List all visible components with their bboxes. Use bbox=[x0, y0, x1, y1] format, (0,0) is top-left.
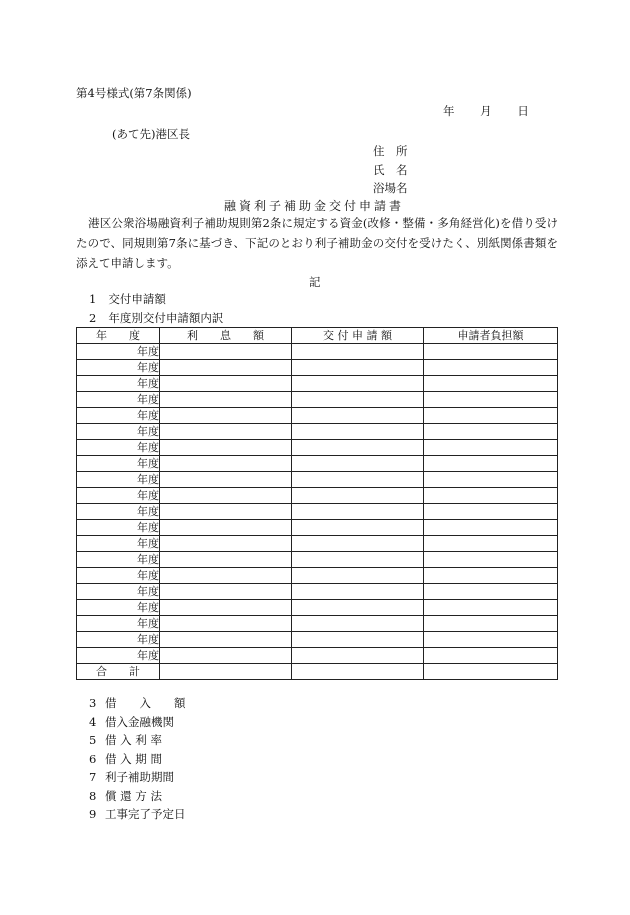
applicant-burden-cell[interactable] bbox=[424, 648, 558, 664]
application-amount-cell[interactable] bbox=[292, 568, 424, 584]
interest-amount-cell[interactable] bbox=[160, 568, 292, 584]
application-amount-cell[interactable] bbox=[292, 456, 424, 472]
document-title: 融資利子補助金交付申請書 bbox=[224, 199, 405, 213]
date-year: 年 bbox=[443, 104, 455, 118]
applicant-burden-cell[interactable] bbox=[424, 424, 558, 440]
fiscal-year-cell: 年度 bbox=[77, 440, 160, 456]
ki-label: 記 bbox=[309, 275, 321, 289]
interest-amount-cell[interactable] bbox=[160, 520, 292, 536]
applicant-burden-cell[interactable] bbox=[424, 616, 558, 632]
table-row bbox=[77, 552, 558, 568]
fiscal-year-cell: 年度 bbox=[77, 600, 160, 616]
interest-amount-cell[interactable] bbox=[160, 344, 292, 360]
application-amount-cell[interactable] bbox=[292, 472, 424, 488]
header-interest-amount: 利 息 額 bbox=[160, 328, 292, 344]
applicant-burden-cell[interactable] bbox=[424, 392, 558, 408]
item-number: 7 bbox=[89, 770, 97, 784]
fiscal-year-cell: 年度 bbox=[77, 568, 160, 584]
applicant-burden-cell[interactable] bbox=[424, 488, 558, 504]
item-number: 6 bbox=[89, 751, 97, 766]
item-label: 借 入 額 bbox=[105, 696, 186, 710]
list-item bbox=[89, 731, 186, 750]
field-bathhouse: 浴場名 bbox=[373, 181, 408, 195]
section-2-number: 2 bbox=[89, 311, 97, 325]
application-amount-cell[interactable] bbox=[292, 424, 424, 440]
fiscal-year-cell: 年度 bbox=[77, 536, 160, 552]
fiscal-year-cell: 年度 bbox=[77, 552, 160, 568]
total-row bbox=[77, 664, 558, 680]
item-number: 8 bbox=[89, 788, 97, 803]
total-label: 合 計 bbox=[77, 664, 160, 680]
interest-amount-cell[interactable] bbox=[160, 616, 292, 632]
interest-amount-cell[interactable] bbox=[160, 472, 292, 488]
date-month: 月 bbox=[480, 104, 492, 118]
section-1-label: 交付申請額 bbox=[108, 292, 166, 306]
field-address: 住 所 bbox=[373, 144, 408, 158]
interest-amount-cell[interactable] bbox=[160, 376, 292, 392]
table-row bbox=[77, 504, 558, 520]
fiscal-year-cell: 年度 bbox=[77, 344, 160, 360]
header-applicant-burden: 申請者負担額 bbox=[424, 328, 558, 344]
applicant-burden-cell[interactable] bbox=[424, 344, 558, 360]
section-1 bbox=[89, 292, 166, 306]
table-header-row bbox=[77, 328, 558, 344]
list-item bbox=[89, 768, 186, 787]
application-amount-cell[interactable] bbox=[292, 616, 424, 632]
fiscal-year-cell: 年度 bbox=[77, 392, 160, 408]
interest-amount-cell[interactable] bbox=[160, 488, 292, 504]
breakdown-table bbox=[76, 327, 558, 680]
table-row bbox=[77, 440, 558, 456]
interest-amount-cell[interactable] bbox=[160, 536, 292, 552]
item-number: 9 bbox=[89, 807, 97, 821]
fiscal-year-cell: 年度 bbox=[77, 632, 160, 648]
list-item bbox=[89, 694, 186, 713]
total-interest-amount[interactable] bbox=[160, 664, 292, 680]
applicant-burden-cell[interactable] bbox=[424, 472, 558, 488]
table-row bbox=[77, 520, 558, 536]
application-amount-cell[interactable] bbox=[292, 552, 424, 568]
application-amount-cell[interactable] bbox=[292, 648, 424, 664]
fiscal-year-cell: 年度 bbox=[77, 504, 160, 520]
fiscal-year-cell: 年度 bbox=[77, 424, 160, 440]
application-amount-cell[interactable] bbox=[292, 392, 424, 408]
list-item bbox=[89, 713, 186, 732]
table-row bbox=[77, 456, 558, 472]
application-amount-cell[interactable] bbox=[292, 504, 424, 520]
table-row bbox=[77, 648, 558, 664]
fiscal-year-cell: 年度 bbox=[77, 616, 160, 632]
table-row bbox=[77, 632, 558, 648]
applicant-burden-cell[interactable] bbox=[424, 584, 558, 600]
applicant-burden-cell[interactable] bbox=[424, 360, 558, 376]
body-text: 港区公衆浴場融資利子補助規則第2条に規定する資金(改修・整備・多角経営化)を借り受けたので、同規則第7条に基づき、下記のとおり利子補助金の交付を受けたく、別紙関係書類を添えて申請します。 bbox=[76, 216, 558, 270]
interest-amount-cell[interactable] bbox=[160, 600, 292, 616]
total-application-amount[interactable] bbox=[292, 664, 424, 680]
fiscal-year-cell: 年度 bbox=[77, 648, 160, 664]
table-row bbox=[77, 344, 558, 360]
item-label: 借 入 期 間 bbox=[105, 751, 162, 766]
item-number: 3 bbox=[89, 696, 97, 710]
item-label: 工事完了予定日 bbox=[105, 807, 186, 821]
interest-amount-cell[interactable] bbox=[160, 456, 292, 472]
fiscal-year-cell: 年度 bbox=[77, 456, 160, 472]
fiscal-year-cell: 年度 bbox=[77, 488, 160, 504]
field-name: 氏 名 bbox=[373, 163, 408, 177]
applicant-burden-cell[interactable] bbox=[424, 408, 558, 424]
header-fiscal-year: 年 度 bbox=[77, 328, 160, 344]
interest-amount-cell[interactable] bbox=[160, 440, 292, 456]
application-amount-cell[interactable] bbox=[292, 376, 424, 392]
item-label: 借 入 利 率 bbox=[105, 733, 162, 747]
table-row bbox=[77, 616, 558, 632]
applicant-burden-cell[interactable] bbox=[424, 456, 558, 472]
application-amount-cell[interactable] bbox=[292, 520, 424, 536]
applicant-burden-cell[interactable] bbox=[424, 504, 558, 520]
interest-amount-cell[interactable] bbox=[160, 408, 292, 424]
fiscal-year-cell: 年度 bbox=[77, 520, 160, 536]
application-amount-cell[interactable] bbox=[292, 344, 424, 360]
table-row bbox=[77, 536, 558, 552]
table-row bbox=[77, 488, 558, 504]
total-applicant-burden[interactable] bbox=[424, 664, 558, 680]
interest-amount-cell[interactable] bbox=[160, 360, 292, 376]
table-row bbox=[77, 600, 558, 616]
interest-amount-cell[interactable] bbox=[160, 632, 292, 648]
application-amount-cell[interactable] bbox=[292, 488, 424, 504]
application-amount-cell[interactable] bbox=[292, 408, 424, 424]
interest-amount-cell[interactable] bbox=[160, 584, 292, 600]
applicant-burden-cell[interactable] bbox=[424, 568, 558, 584]
list-item bbox=[89, 750, 186, 769]
section-1-number: 1 bbox=[89, 292, 97, 306]
application-amount-cell[interactable] bbox=[292, 360, 424, 376]
applicant-burden-cell[interactable] bbox=[424, 440, 558, 456]
table-row bbox=[77, 392, 558, 408]
interest-amount-cell[interactable] bbox=[160, 504, 292, 520]
section-2-label: 年度別交付申請額内訳 bbox=[108, 311, 224, 325]
table-row bbox=[77, 424, 558, 440]
interest-amount-cell[interactable] bbox=[160, 648, 292, 664]
item-number: 4 bbox=[89, 714, 97, 729]
applicant-burden-cell[interactable] bbox=[424, 632, 558, 648]
applicant-burden-cell[interactable] bbox=[424, 520, 558, 536]
interest-amount-cell[interactable] bbox=[160, 552, 292, 568]
item-label: 償 還 方 法 bbox=[105, 788, 162, 803]
fiscal-year-cell: 年度 bbox=[77, 584, 160, 600]
section-2 bbox=[89, 311, 223, 325]
application-amount-cell[interactable] bbox=[292, 440, 424, 456]
applicant-burden-cell[interactable] bbox=[424, 600, 558, 616]
applicant-burden-cell[interactable] bbox=[424, 552, 558, 568]
addressee: (あて先)港区長 bbox=[112, 127, 190, 141]
application-amount-cell[interactable] bbox=[292, 584, 424, 600]
table-row bbox=[77, 376, 558, 392]
interest-amount-cell[interactable] bbox=[160, 424, 292, 440]
fiscal-year-cell: 年度 bbox=[77, 408, 160, 424]
fiscal-year-cell: 年度 bbox=[77, 472, 160, 488]
interest-amount-cell[interactable] bbox=[160, 392, 292, 408]
table-row bbox=[77, 472, 558, 488]
applicant-burden-cell[interactable] bbox=[424, 536, 558, 552]
table-row bbox=[77, 568, 558, 584]
fiscal-year-cell: 年度 bbox=[77, 360, 160, 376]
body-paragraph bbox=[76, 213, 558, 273]
applicant-burden-cell[interactable] bbox=[424, 376, 558, 392]
table-row bbox=[77, 584, 558, 600]
application-amount-cell[interactable] bbox=[292, 632, 424, 648]
form-number: 第4号様式(第7条関係) bbox=[76, 86, 192, 100]
date-day: 日 bbox=[517, 104, 529, 118]
application-amount-cell[interactable] bbox=[292, 600, 424, 616]
date-line bbox=[443, 104, 529, 118]
header-application-amount: 交 付 申 請 額 bbox=[292, 328, 424, 344]
list-item bbox=[89, 787, 186, 806]
fiscal-year-cell: 年度 bbox=[77, 376, 160, 392]
item-number: 5 bbox=[89, 733, 97, 747]
application-amount-cell[interactable] bbox=[292, 536, 424, 552]
item-label: 利子補助期間 bbox=[105, 770, 174, 784]
table-row bbox=[77, 360, 558, 376]
item-list bbox=[89, 694, 186, 824]
table-row bbox=[77, 408, 558, 424]
item-label: 借入金融機関 bbox=[105, 714, 174, 729]
list-item bbox=[89, 805, 186, 824]
